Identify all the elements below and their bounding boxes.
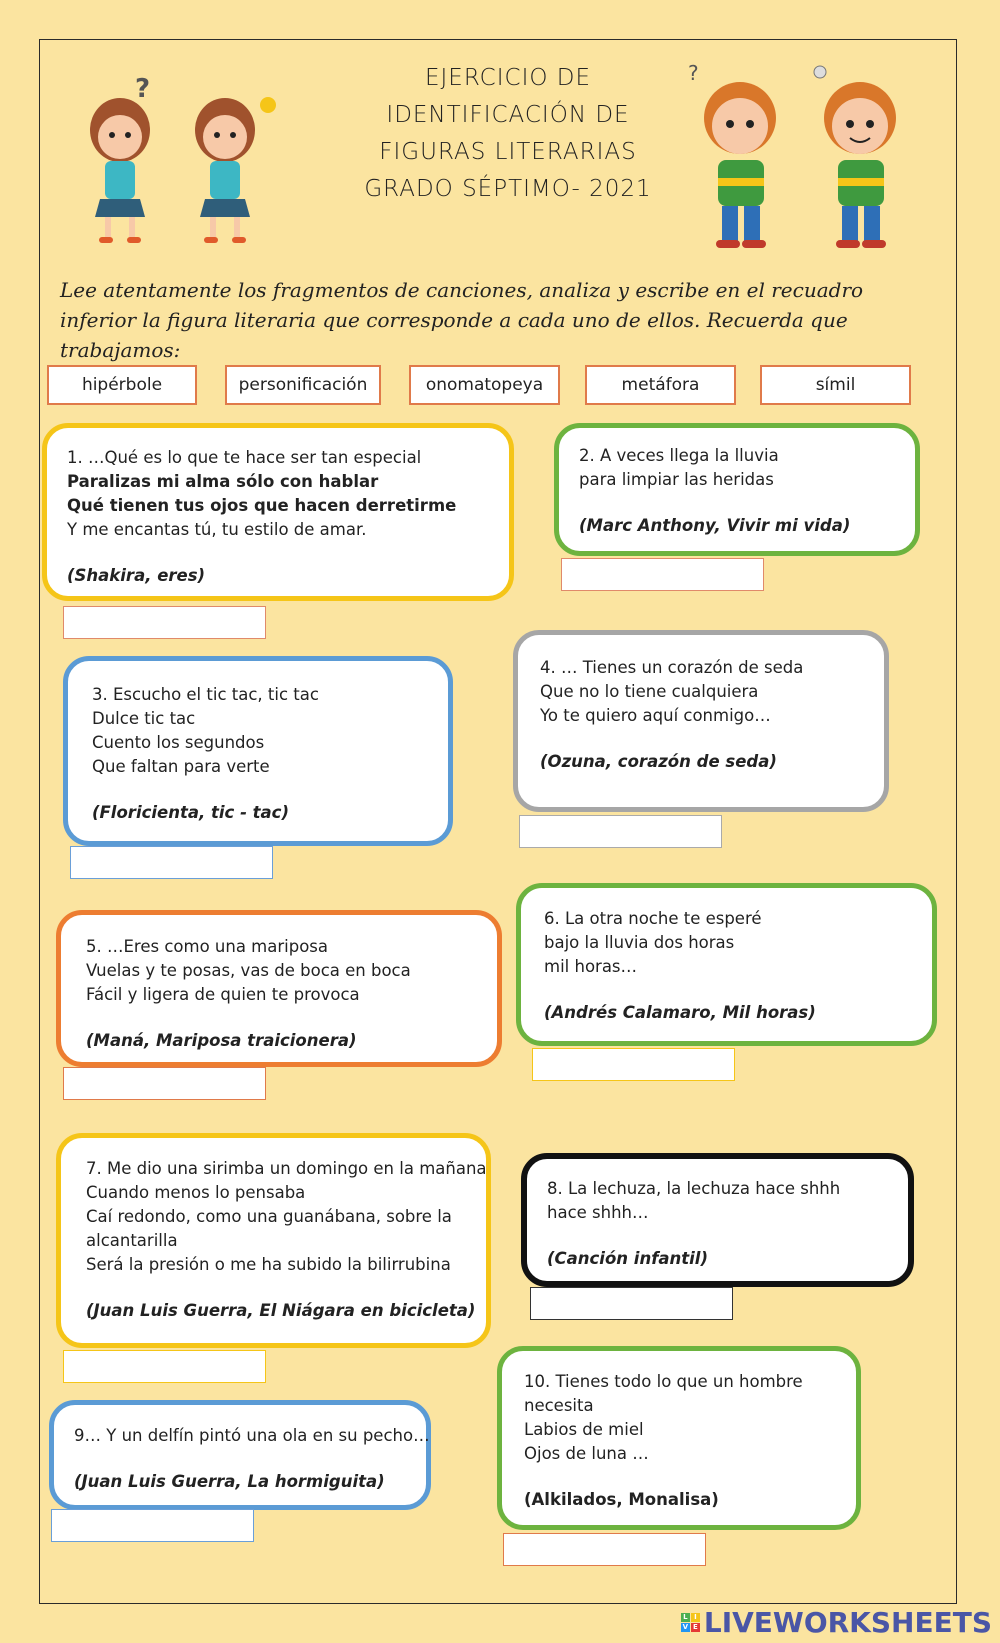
card-line: Ojos de luna … — [524, 1444, 649, 1463]
card-line: Qué tienen tus ojos que hacen derretirme — [67, 496, 457, 515]
liveworksheets-logo — [681, 1606, 992, 1639]
answer-box-1[interactable] — [63, 606, 266, 639]
answer-box-9[interactable] — [51, 1509, 254, 1542]
card-line: 8. La lechuza, la lechuza hace shhh — [547, 1179, 841, 1198]
song-card-10 — [497, 1346, 861, 1530]
card-line: 10. Tienes todo lo que un hombre — [524, 1372, 803, 1391]
card-source: (Juan Luis Guerra, La hormiguita) — [74, 1472, 385, 1491]
card-line: 3. Escucho el tic tac, tic tac — [92, 685, 319, 704]
card-line: hace shhh… — [547, 1203, 649, 1222]
card-source: (Marc Anthony, Vivir mi vida) — [579, 516, 851, 535]
card-line: mil horas… — [544, 957, 638, 976]
option-onomatopeya: onomatopeya — [409, 365, 560, 405]
card-line: Fácil y ligera de quien te provoca — [86, 985, 360, 1004]
card-line: para limpiar las heridas — [579, 470, 774, 489]
song-card-3 — [63, 656, 453, 846]
option-metafora: metáfora — [585, 365, 736, 405]
song-card-9 — [49, 1400, 431, 1510]
card-line: Y me encantas tú, tu estilo de amar. — [67, 520, 367, 539]
song-card-4 — [513, 630, 889, 812]
answer-box-7[interactable] — [63, 1350, 266, 1383]
song-card-5 — [56, 910, 502, 1067]
card-line: 1. …Qué es lo que te hace ser tan especial — [67, 448, 422, 467]
card-line: Que faltan para verte — [92, 757, 270, 776]
card-line: Paralizas mi alma sólo con hablar — [67, 472, 379, 491]
answer-box-10[interactable] — [503, 1533, 706, 1566]
card-line: necesita — [524, 1396, 594, 1415]
card-line: bajo la lluvia dos horas — [544, 933, 735, 952]
answer-box-6[interactable] — [532, 1048, 735, 1081]
answer-box-8[interactable] — [530, 1287, 733, 1320]
option-simil: símil — [760, 365, 911, 405]
card-line: 5. …Eres como una mariposa — [86, 937, 329, 956]
song-card-6 — [516, 883, 937, 1046]
instructions-text: Lee atentamente los fragmentos de canciones, analiza y escribe en el recuadro inferior la figura literaria que corresponde a cada uno de ellos. Recuerda que trabajamos: — [60, 278, 864, 362]
song-card-8 — [521, 1153, 914, 1287]
svg-text:?: ? — [688, 61, 699, 85]
card-source: (Juan Luis Guerra, El Niágara en bicicleta) — [86, 1301, 476, 1320]
card-line: Yo te quiero aquí conmigo… — [540, 706, 771, 725]
answer-box-3[interactable] — [70, 846, 273, 879]
page-title — [318, 60, 698, 208]
answer-box-2[interactable] — [561, 558, 764, 591]
card-line: Caí redondo, como una guanábana, sobre la — [86, 1207, 452, 1226]
option-personificacion: personificación — [225, 365, 381, 405]
girl-thinking-illustration — [75, 75, 275, 255]
card-line: 6. La otra noche te esperé — [544, 909, 762, 928]
card-line: 2. A veces llega la lluvia — [579, 446, 779, 465]
card-line: Será la presión o me ha subido la bilirrubina — [86, 1255, 451, 1274]
card-line: Que no lo tiene cualquiera — [540, 682, 759, 701]
card-line: Dulce tic tac — [92, 709, 196, 728]
card-source: (Andrés Calamaro, Mil horas) — [544, 1003, 816, 1022]
svg-text:?: ? — [135, 74, 151, 104]
title-line: GRADO SÉPTIMO- 2021 — [364, 176, 652, 202]
card-line: 9… Y un delfín pintó una ola en su pecho… — [74, 1426, 430, 1445]
answer-box-4[interactable] — [519, 815, 722, 848]
card-line: Cuando menos lo pensaba — [86, 1183, 306, 1202]
card-line: 7. Me dio una sirimba un domingo en la mañana — [86, 1159, 487, 1178]
card-line: Cuento los segundos — [92, 733, 265, 752]
card-source: (Shakira, eres) — [67, 566, 206, 585]
card-source: (Canción infantil) — [547, 1249, 708, 1268]
logo-text: LIVEWORKSHEETS — [703, 1606, 992, 1639]
option-hiperbole: hipérbole — [47, 365, 197, 405]
title-line: EJERCICIO DE — [424, 65, 592, 91]
card-line: alcantarilla — [86, 1231, 178, 1250]
answer-box-5[interactable] — [63, 1067, 266, 1100]
card-source: (Maná, Mariposa traicionera) — [86, 1031, 357, 1050]
boy-thinking-illustration — [690, 60, 940, 260]
card-source: (Floricienta, tic - tac) — [92, 803, 290, 822]
liveworksheets-mark-icon: L I V E — [681, 1613, 700, 1632]
card-source: (Alkilados, Monalisa) — [524, 1490, 719, 1509]
card-line: Labios de miel — [524, 1420, 644, 1439]
title-line: FIGURAS LITERARIAS — [379, 139, 637, 165]
card-source: (Ozuna, corazón de seda) — [540, 752, 777, 771]
song-card-1 — [42, 423, 514, 601]
song-card-7 — [56, 1133, 491, 1348]
song-card-2 — [554, 423, 920, 556]
card-line: 4. … Tienes un corazón de seda — [540, 658, 804, 677]
title-line: IDENTIFICACIÓN DE — [386, 102, 630, 128]
card-line: Vuelas y te posas, vas de boca en boca — [86, 961, 411, 980]
